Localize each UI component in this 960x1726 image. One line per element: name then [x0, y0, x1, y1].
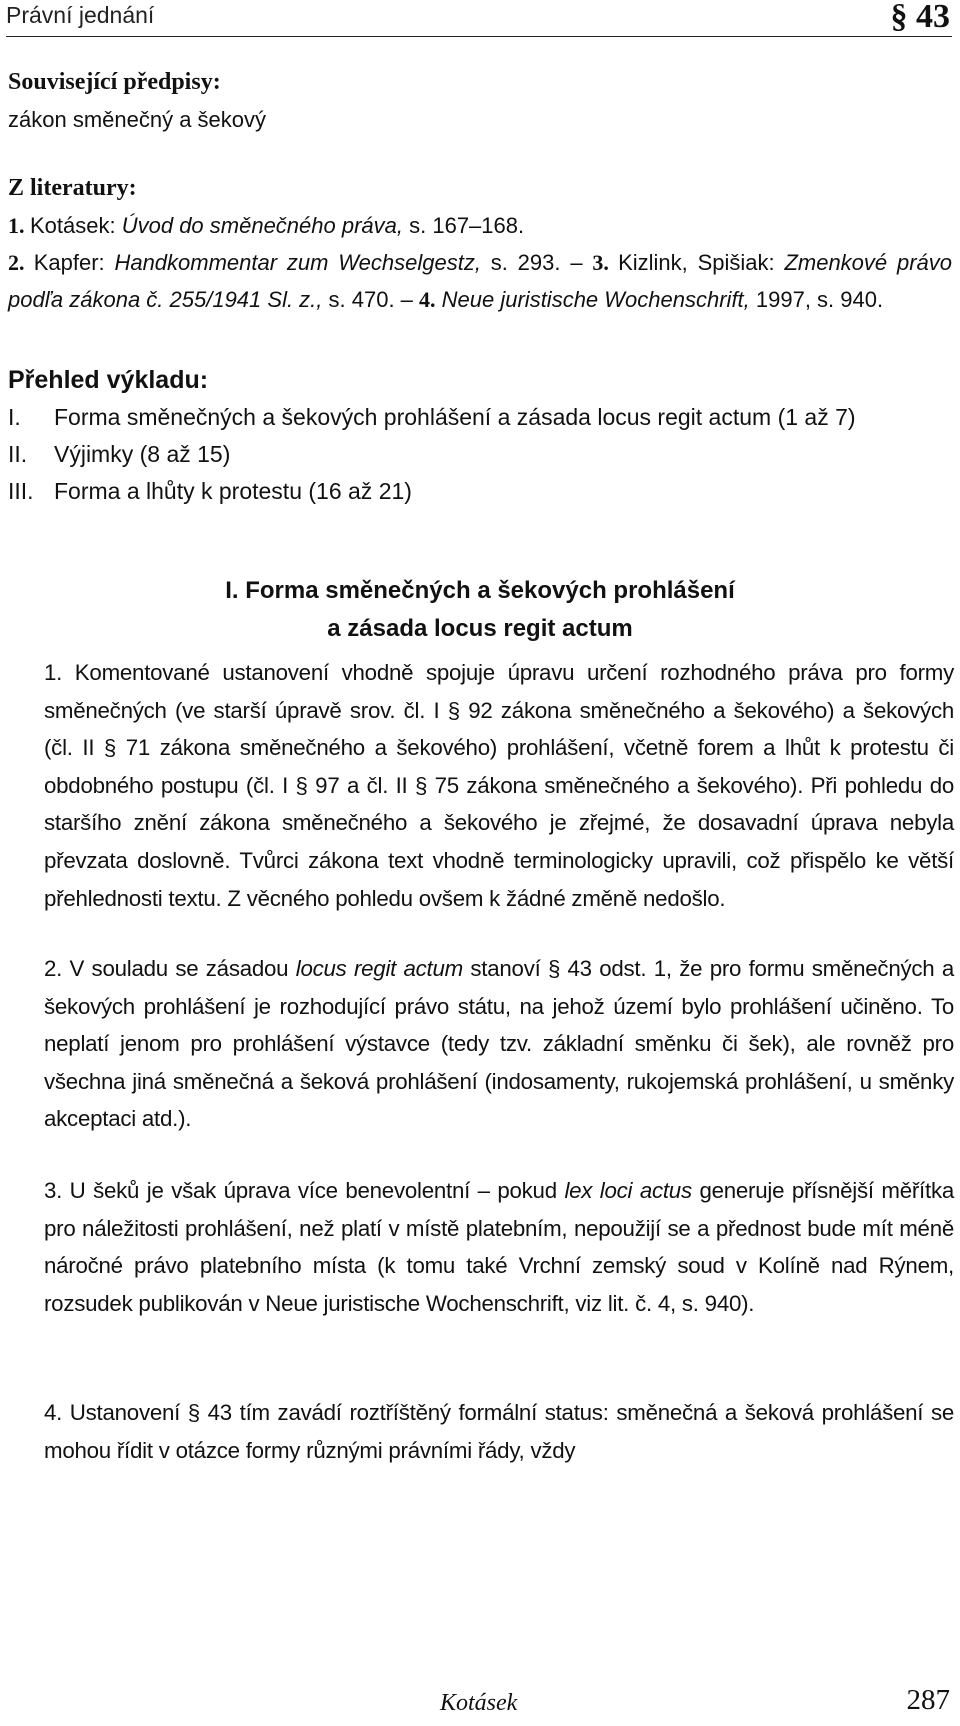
header-title: Právní jednání — [6, 2, 155, 28]
running-footer — [0, 1684, 960, 1726]
literature — [8, 170, 952, 318]
running-header — [6, 0, 952, 37]
footer-author: Kotásek — [440, 1690, 518, 1716]
section-heading-line-1: I. Forma směnečných a šekových prohlášení — [225, 577, 735, 604]
literature-heading: Z literatury: — [8, 175, 137, 201]
paragraph-2: 2. V souladu se zásadou locus regit actum stanoví § 43 odst. 1, že pro formu směnečných a šekových prohlášení je rozhodující právo státu, na jehož území bylo prohlášení učiněno. To neplatí jenom pro prohlášení výstavce (tedy tzv. základní směnku či šek), ale rovněž pro všechna jiná směnečná a šeková prohlášení (indosamenty, rukojemská prohlášení, u směnky akceptaci atd.). — [44, 956, 954, 1132]
related-heading: Související předpisy: — [8, 69, 221, 95]
overview-item: II. Výjimky (8 až 15) — [8, 441, 231, 467]
overview-item: I. Forma směnečných a šekových prohlášení a zásada locus regit actum (1 až 7) — [8, 404, 856, 430]
section-number: § 43 — [890, 0, 950, 35]
section-heading-line-2: a zásada locus regit actum — [327, 615, 633, 642]
overview-item: III. Forma a lhůty k protestu (16 až 21) — [8, 478, 412, 504]
paragraph-3: 3. U šeků je však úprava více benevolentní – pokud lex loci actus generuje přísnější měřítka pro náležitosti prohlášení, než platí v místě platebním, nepoužijí se a přednost bude mít méně náročné právo platebního místa (k tomu také Vrchní zemský soud v Kolíně nad Rýnem, rozsudek publikován v Neue juristische Wochenschrift, viz lit. č. 4, s. 940). — [44, 1178, 954, 1316]
paragraph-4: 4. Ustanovení § 43 tím zavádí roztříštěný formální status: směnečná a šeková prohlášení se mohou řídit v otázce formy různými právními řády, vždy — [44, 1400, 954, 1463]
literature-item: 1. Kotásek: Úvod do směnečného práva, s. 167–168. — [8, 213, 525, 238]
literature-item: 2. Kapfer: Handkommentar zum Wechselgestz, s. 293. – 3. Kizlink, Spišiak: Zmenkové právo podľa zákona č. 255/1941 Sl. z., s. 470. – 4. Neue juristische Wochenschrift, 1997, s. 940. — [8, 250, 952, 312]
related-regulations — [8, 64, 952, 138]
page-number: 287 — [906, 1684, 950, 1716]
paragraph-1: 1. Komentované ustanovení vhodně spojuje úpravu určení rozhodného práva pro formy směnečných (ve starší úpravě srov. čl. I § 92 zákona směnečného a šekového) a šekových (čl. II § 71 zákona směnečného a šekového) prohlášení, včetně forem a lhůt k protestu či obdobného postupu (čl. I § 97 a čl. II § 75 zákona směnečného a šekového). Při pohledu do staršího znění zákona směnečného a šekového je zřejmé, že dosavadní úprava nebyla převzata doslovně. Tvůrci zákona text vhodně terminologicky upravili, což přispělo ke větší přehlednosti textu. Z věcného pohledu ovšem k žádné změně nedošlo. — [44, 660, 954, 911]
overview-heading: Přehled výkladu: — [8, 366, 209, 394]
related-text: zákon směnečný a šekový — [8, 107, 267, 132]
overview — [8, 362, 952, 510]
